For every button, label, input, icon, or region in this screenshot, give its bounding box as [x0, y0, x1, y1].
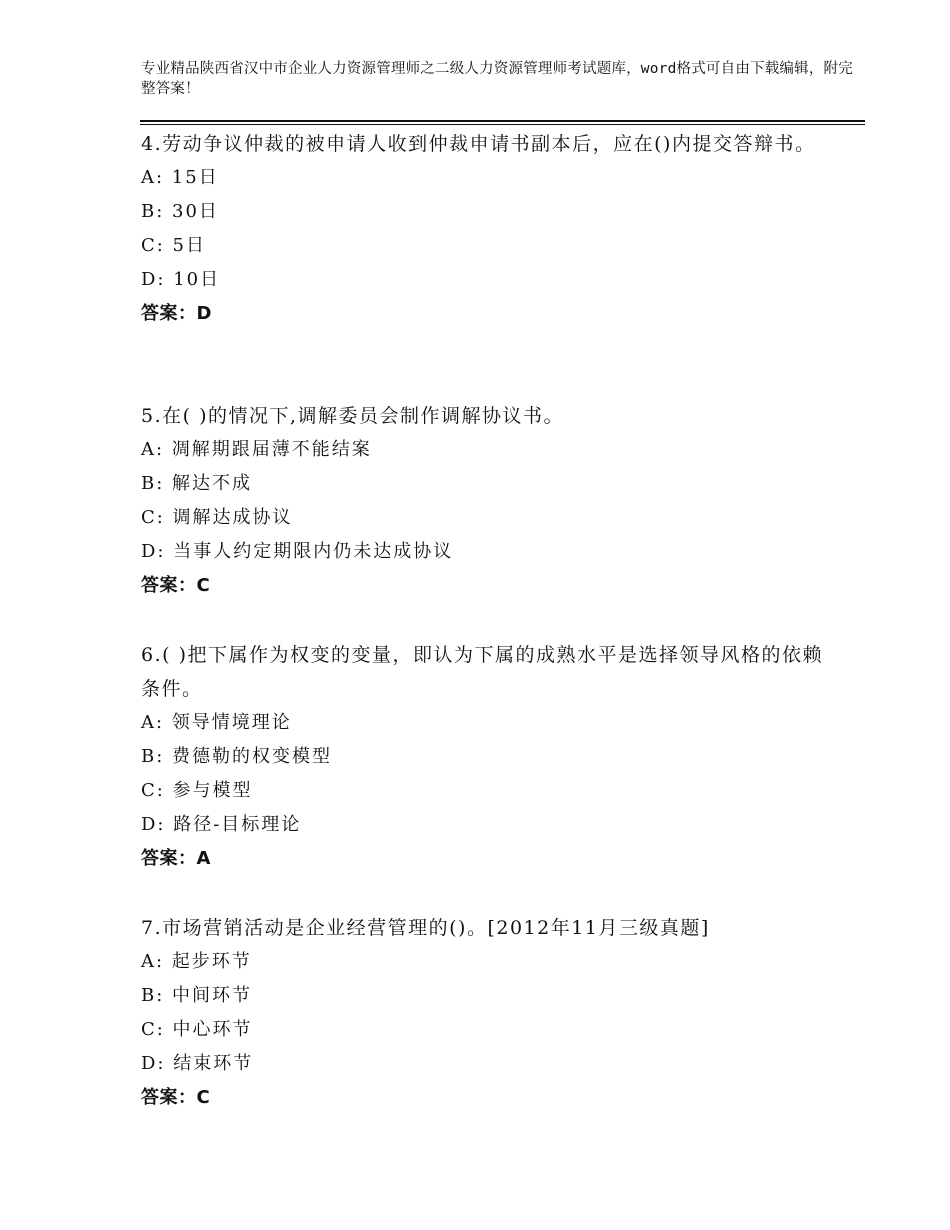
document-header: 专业精品陕西省汉中市企业人力资源管理师之二级人力资源管理师考试题库，word格式可自由下载编辑，附完整答案！	[141, 61, 853, 97]
option-a: A: 领导情境理论	[141, 712, 292, 733]
question-text: 6.( )把下属作为权变的变量，即认为下属的成熟水平是选择领导风格的依赖条件。	[141, 644, 823, 700]
option-b: B: 费德勒的权变模型	[141, 746, 333, 767]
question-block	[141, 911, 841, 1115]
option-c: C: 调解达成协议	[141, 507, 293, 528]
header-divider-thin	[140, 124, 865, 125]
question-block	[141, 399, 841, 603]
question-block	[141, 638, 841, 876]
answer-label: 答案：C	[141, 575, 211, 596]
option-d: D: 当事人约定期限内仍未达成协议	[141, 541, 454, 562]
option-c: C: 5日	[141, 235, 207, 256]
option-b: B: 解达不成	[141, 473, 253, 494]
answer-label: 答案：C	[141, 1087, 211, 1108]
option-a: A: 凋解期跟届薄不能结案	[141, 439, 372, 460]
option-a: A: 起步环节	[141, 951, 252, 972]
option-d: D: 结束环节	[141, 1053, 254, 1074]
option-d: D: 路径-目标理论	[141, 814, 302, 835]
answer-label: 答案：D	[141, 303, 212, 324]
option-b: B: 30日	[141, 201, 219, 222]
option-c: C: 中心环节	[141, 1019, 253, 1040]
option-b: B: 中间环节	[141, 985, 253, 1006]
option-d: D: 10日	[141, 269, 221, 290]
answer-label: 答案：A	[141, 848, 211, 869]
header-divider-thick	[140, 120, 865, 122]
option-a: A: 15日	[141, 167, 219, 188]
option-c: C: 参与模型	[141, 780, 253, 801]
question-text: 5.在( )的情况下,调解委员会制作调解协议书。	[141, 405, 565, 427]
question-text: 4.劳动争议仲裁的被申请人收到仲裁申请书副本后，应在()内提交答辩书。	[141, 133, 816, 155]
question-text: 7.市场营销活动是企业经营管理的()。[2012年11月三级真题]	[141, 917, 710, 939]
question-block	[141, 127, 841, 331]
